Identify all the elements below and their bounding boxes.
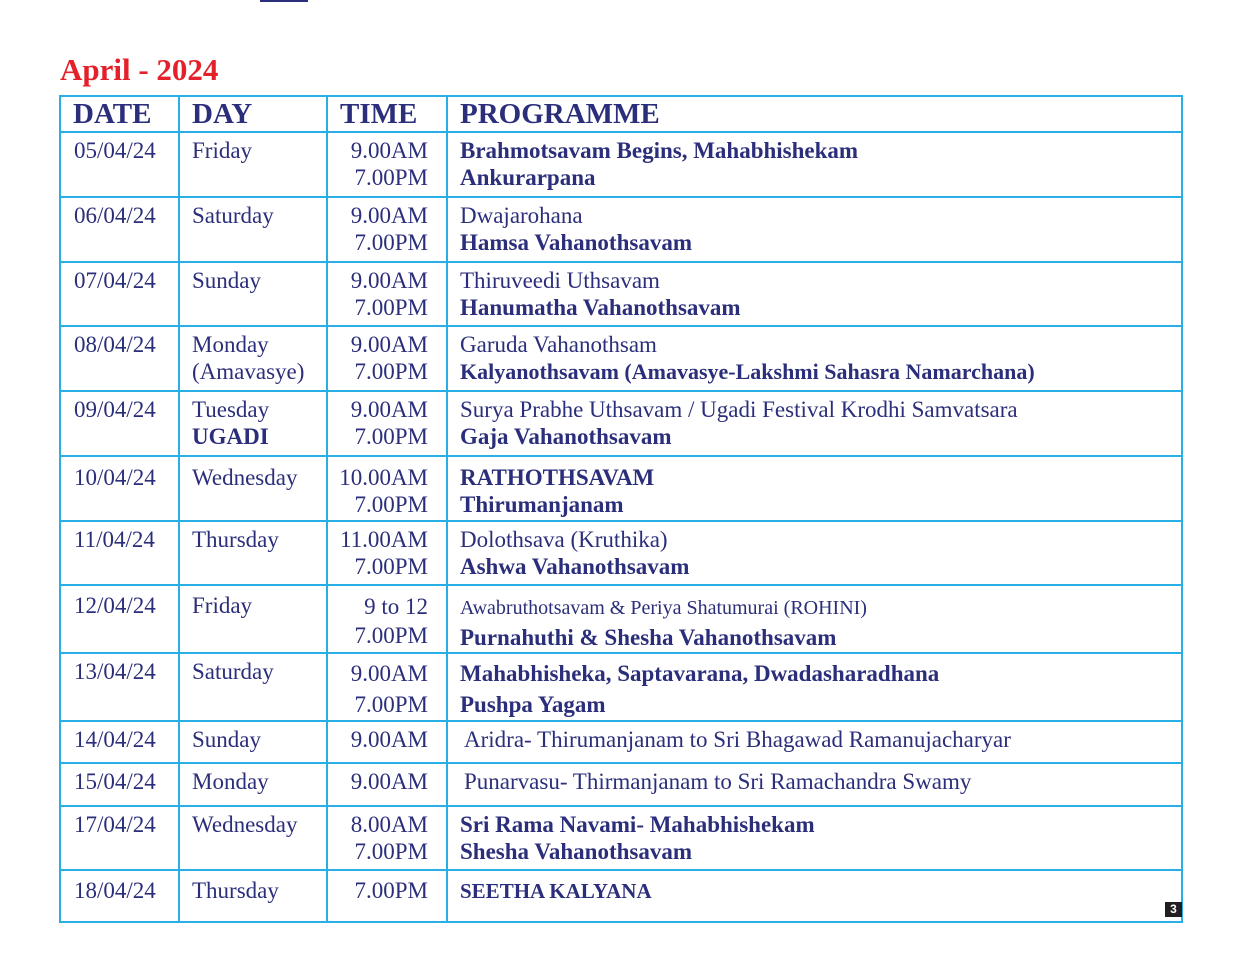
table-row bbox=[60, 197, 1182, 262]
programme-cell: Thirumanjanam bbox=[460, 492, 624, 517]
date-cell: 05/04/24 bbox=[74, 138, 156, 163]
date-cell: 09/04/24 bbox=[74, 397, 156, 422]
schedule-table bbox=[59, 95, 1183, 923]
programme-cell: Gaja Vahanothsavam bbox=[460, 424, 672, 449]
table-row bbox=[60, 391, 1182, 456]
programme-cell: Dwajarohana bbox=[460, 203, 583, 228]
table-row bbox=[60, 326, 1182, 391]
time-cell: 7.00PM bbox=[354, 839, 428, 864]
programme-cell: Thiruveedi Uthsavam bbox=[460, 268, 660, 293]
programme-cell: Awabruthotsavam & Periya Shatumurai (ROHINI) bbox=[460, 597, 867, 619]
date-cell: 08/04/24 bbox=[74, 332, 156, 357]
time-cell: 9 to 12 bbox=[364, 594, 428, 619]
date-cell: 11/04/24 bbox=[74, 527, 155, 552]
day-note: UGADI bbox=[192, 424, 269, 449]
time-cell: 7.00PM bbox=[354, 165, 428, 190]
time-cell: 9.00AM bbox=[350, 332, 428, 357]
programme-cell: Pushpa Yagam bbox=[460, 692, 606, 717]
date-cell: 13/04/24 bbox=[74, 659, 156, 684]
table-row bbox=[60, 585, 1182, 653]
day-cell: Monday bbox=[192, 769, 269, 794]
programme-cell: Ashwa Vahanothsavam bbox=[460, 554, 690, 579]
time-cell: 9.00AM bbox=[350, 203, 428, 228]
page-title: April - 2024 bbox=[60, 52, 219, 87]
day-cell: Friday bbox=[192, 593, 253, 618]
time-cell: 7.00PM bbox=[354, 623, 428, 648]
time-cell: 8.00AM bbox=[350, 812, 428, 837]
header-day: DAY bbox=[179, 96, 327, 132]
day-cell: Saturday bbox=[192, 203, 274, 228]
programme-cell: Hanumatha Vahanothsavam bbox=[460, 295, 741, 320]
programme-cell: Ankurarpana bbox=[460, 165, 596, 190]
time-cell: 7.00PM bbox=[354, 230, 428, 255]
time-cell: 7.00PM bbox=[354, 692, 428, 717]
programme-cell: Punarvasu- Thirmanjanam to Sri Ramachandra Swamy bbox=[464, 769, 972, 794]
time-cell: 7.00PM bbox=[354, 424, 428, 449]
time-cell: 7.00PM bbox=[354, 295, 428, 320]
programme-cell: Brahmotsavam Begins, Mahabhishekam bbox=[460, 138, 859, 163]
programme-cell: Mahabhisheka, Saptavarana, Dwadasharadhana bbox=[460, 661, 940, 686]
time-cell: 7.00PM bbox=[354, 878, 428, 903]
day-cell: Sunday bbox=[192, 727, 261, 752]
day-cell: Thursday bbox=[192, 878, 279, 903]
header-time: TIME bbox=[327, 96, 447, 132]
programme-cell: Kalyanothsavam (Amavasye-Lakshmi Sahasra Namarchana) bbox=[460, 359, 1035, 384]
programme-cell: Purnahuthi & Shesha Vahanothsavam bbox=[460, 625, 837, 650]
header-date: DATE bbox=[60, 96, 179, 132]
table-row bbox=[60, 456, 1182, 521]
day-note: (Amavasye) bbox=[192, 359, 305, 384]
table-row bbox=[60, 521, 1182, 585]
day-cell: Wednesday bbox=[192, 465, 298, 490]
top-rule bbox=[260, 0, 308, 2]
programme-cell: SEETHA KALYANA bbox=[460, 879, 652, 903]
programme-cell: Shesha Vahanothsavam bbox=[460, 839, 693, 864]
day-cell: Tuesday bbox=[192, 397, 270, 422]
day-cell: Wednesday bbox=[192, 812, 298, 837]
time-cell: 11.00AM bbox=[340, 527, 428, 552]
date-cell: 14/04/24 bbox=[74, 727, 156, 752]
programme-cell: Garuda Vahanothsam bbox=[460, 332, 657, 357]
date-cell: 06/04/24 bbox=[74, 203, 156, 228]
time-cell: 7.00PM bbox=[354, 492, 428, 517]
programme-cell: Sri Rama Navami- Mahabhishekam bbox=[460, 812, 815, 837]
table-row bbox=[60, 653, 1182, 721]
table-row bbox=[60, 721, 1182, 763]
time-cell: 9.00AM bbox=[350, 397, 428, 422]
time-cell: 9.00AM bbox=[350, 727, 428, 752]
table-row bbox=[60, 132, 1182, 197]
header-programme: PROGRAMME bbox=[447, 96, 1182, 132]
date-cell: 07/04/24 bbox=[74, 268, 156, 293]
time-cell: 10.00AM bbox=[339, 465, 428, 490]
time-cell: 9.00AM bbox=[350, 268, 428, 293]
time-cell: 9.00AM bbox=[350, 661, 428, 686]
day-cell: Saturday bbox=[192, 659, 274, 684]
time-cell: 9.00AM bbox=[350, 138, 428, 163]
table-row bbox=[60, 763, 1182, 806]
table-row bbox=[60, 870, 1182, 922]
table-header-row bbox=[60, 96, 1182, 132]
programme-cell: RATHOTHSAVAM bbox=[460, 465, 655, 490]
table-row bbox=[60, 262, 1182, 326]
programme-cell: Aridra- Thirumanjanam to Sri Bhagawad Ramanujacharyar bbox=[464, 727, 1011, 752]
table-row bbox=[60, 806, 1182, 870]
time-cell: 7.00PM bbox=[354, 359, 428, 384]
page-number: 3 bbox=[1165, 902, 1182, 917]
date-cell: 15/04/24 bbox=[74, 769, 156, 794]
programme-cell: Hamsa Vahanothsavam bbox=[460, 230, 692, 255]
programme-cell: Surya Prabhe Uthsavam / Ugadi Festival Krodhi Samvatsara bbox=[460, 397, 1018, 422]
date-cell: 10/04/24 bbox=[74, 465, 156, 490]
time-cell: 9.00AM bbox=[350, 769, 428, 794]
day-cell: Friday bbox=[192, 138, 253, 163]
date-cell: 18/04/24 bbox=[74, 878, 156, 903]
date-cell: 12/04/24 bbox=[74, 593, 156, 618]
programme-cell: Dolothsava (Kruthika) bbox=[460, 527, 668, 552]
date-cell: 17/04/24 bbox=[74, 812, 156, 837]
time-cell: 7.00PM bbox=[354, 554, 428, 579]
day-cell: Sunday bbox=[192, 268, 261, 293]
day-cell: Thursday bbox=[192, 527, 279, 552]
day-cell: Monday bbox=[192, 332, 269, 357]
